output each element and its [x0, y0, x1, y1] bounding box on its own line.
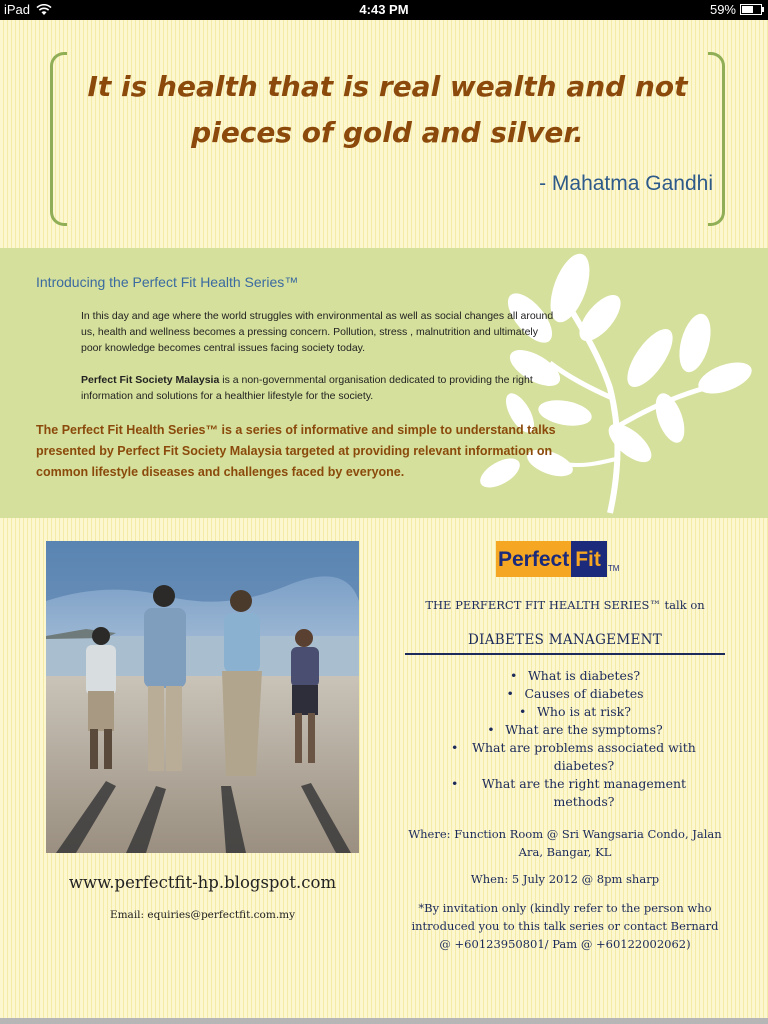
bullet-icon: •	[509, 668, 518, 683]
status-bar	[0, 0, 768, 20]
device-label: iPad	[4, 2, 31, 17]
family-beach-photo	[46, 541, 359, 853]
topic-text: What are the right management methods?	[481, 776, 687, 809]
bullet-icon: •	[506, 686, 514, 701]
event-location: Where: Function Room @ Sri Wangsaria Condo, Jalan Ara, Bangar, KL	[408, 827, 722, 859]
topic-list	[440, 667, 710, 811]
quote-text: It is health that is real wealth and not pieces of gold and silver.	[87, 70, 688, 149]
logo-tm: TM	[607, 564, 620, 573]
talk-title-rule	[405, 653, 725, 655]
status-time: 4:43 PM	[359, 2, 409, 17]
topic-text: Who is at risk?	[537, 704, 631, 719]
bullet-icon: •	[519, 704, 527, 719]
bullet-icon: •	[451, 776, 459, 791]
org-description: is a non-governmental organisation dedicated to providing the right information and solutions for a healthier lifestyle for the society.	[81, 374, 533, 402]
battery-icon	[740, 4, 762, 15]
quote-box	[50, 52, 725, 222]
topic-text: What are the symptoms?	[505, 722, 663, 737]
quote-author: - Mahatma Gandhi	[539, 172, 713, 195]
invitation-note: *By invitation only (kindly refer to the person who introduced you to this talk series or contact Bernard @ +60123950801/ Pam @ +60122002062)	[411, 901, 719, 951]
event-time: When: 5 July 2012 @ 8pm sharp	[470, 872, 660, 886]
right-bracket	[708, 52, 725, 226]
bottom-strip	[0, 1018, 768, 1024]
bullet-icon: •	[451, 740, 459, 755]
list-item	[440, 685, 710, 703]
list-item	[440, 703, 710, 721]
list-item	[440, 775, 710, 811]
series-line: THE PERFERCT FIT HEALTH SERIES™ talk on	[425, 598, 705, 612]
intro-section	[0, 248, 768, 518]
topic-text: What is diabetes?	[527, 668, 641, 683]
org-name: Perfect Fit Society Malaysia	[81, 374, 220, 386]
battery-fill	[742, 6, 753, 13]
intro-highlight: The Perfect Fit Health Series™ is a series of informative and simple to understand talks presented by Perfect Fit Society Malaysia targeted at providing relevant information on common lifestyle diseases and challenges faced by everyone.	[36, 423, 556, 479]
list-item	[440, 667, 710, 685]
bullet-icon: •	[487, 722, 495, 737]
intro-paragraph-1: In this day and age where the world struggles with environmental as well as social changes all around us, health and wellness becomes a pressing concern. Pollution, stress , malnutrition and ultimately poor knowledge becomes central issues facing society today.	[81, 310, 554, 354]
logo-part-fit: Fit	[571, 541, 607, 577]
intro-title: Introducing the Perfect Fit Health Series™	[36, 274, 299, 290]
list-item	[440, 721, 710, 739]
logo-part-perfect: Perfect	[496, 541, 571, 577]
perfect-fit-logo	[496, 541, 619, 577]
talk-title: DIABETES MANAGEMENT	[467, 632, 663, 648]
website-url[interactable]: www.perfectfit-hp.blogspot.com	[68, 873, 337, 892]
list-item	[440, 739, 710, 775]
topic-text: Causes of diabetes	[524, 686, 644, 701]
left-bracket	[50, 52, 67, 226]
intro-paragraph-2	[81, 372, 561, 404]
email-address[interactable]: Email: equiries@perfectfit.com.my	[109, 909, 296, 921]
battery-percent: 59%	[709, 2, 736, 17]
topic-text: What are problems associated with diabetes?	[472, 740, 696, 773]
